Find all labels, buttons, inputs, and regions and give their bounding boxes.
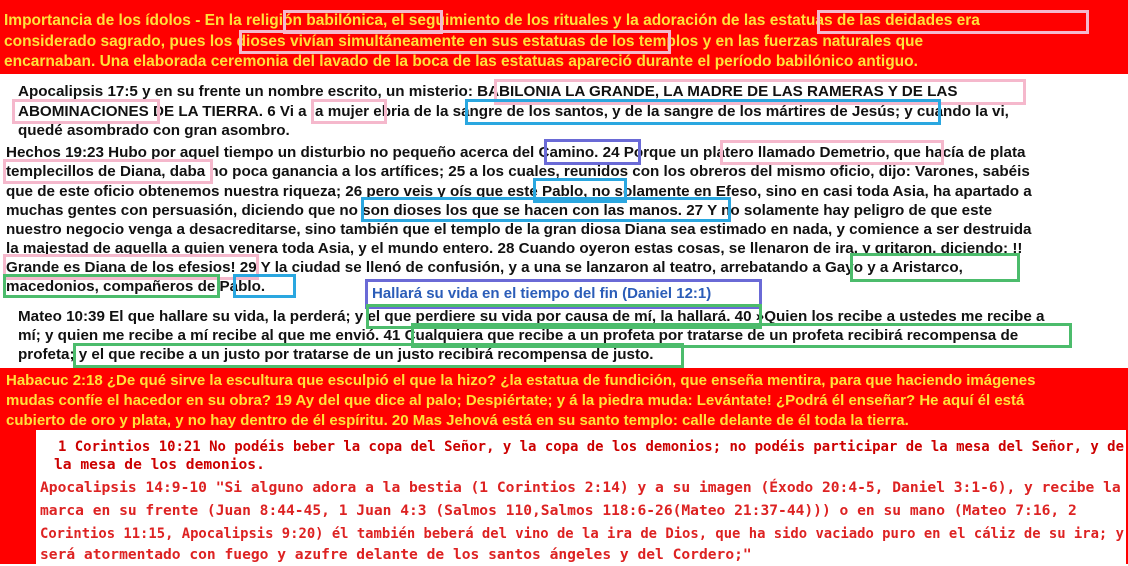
hechos-line-2: templecillos de Diana, daba no poca ganancia a los artífices; 25 a los cuales, reunidos con los obreros del mismo oficio, dijo: Varones, sabéis: [6, 163, 1030, 180]
hechos-line-4: muchas gentes con persuasión, diciendo que no son dioses los que se hacen con las manos. 27 Y no solamente hay peligro de que este: [6, 202, 993, 219]
apocalipsis-line-3: quedé asombrado con gran asombro.: [18, 122, 290, 139]
intro-line-2: considerado sagrado, pues los dioses vivían simultáneamente en sus estatuas de los templos y en las fuerzas naturales que: [4, 33, 924, 50]
intro-line-1: Importancia de los ídolos - En la religión babilónica, el seguimiento de los rituales y la adoración de las estatuas de las deidades era: [4, 12, 980, 29]
intro-line-3: encarnaban. Una elaborada ceremonia del lavado de la boca de las estatuas apareció durante el período babilónico antiguo.: [4, 53, 918, 70]
apocalipsis14-line-2: marca en su frente (Juan 8:44-45, 1 Juan 4:3 (Salmos 110,Salmos 118:6-26(Mateo 21:37-44))) o en su mano (Mateo 7:16, 2: [40, 502, 1077, 519]
hechos-line-1: Hechos 19:23 Hubo por aquel tiempo un disturbio no pequeño acerca del Camino. 24 Porque un platero llamado Demetrio, que hacía de plata: [6, 144, 1026, 161]
habacuc-line-1: Habacuc 2:18 ¿De qué sirve la escultura que esculpió el que la hizo? ¿la estatua de fundición, que enseña mentira, para que haciendo imágenes: [6, 372, 1036, 389]
hechos-line-3: que de este oficio obtenemos nuestra riqueza; 26 pero veis y oís que este Pablo, no solamente en Efeso, sino en casi toda Asia, ha apartado a: [6, 183, 1032, 200]
apocalipsis14-line-1: Apocalipsis 14:9-10 "Si alguno adora a la bestia (1 Corintios 2:14) y a su imagen (Éxodo 20:4-5, Daniel 3:1-6), y recibe la: [40, 479, 1121, 496]
bottom-scripture-box: [36, 430, 1126, 564]
hechos-line-8: macedonios, compañeros de Pablo.: [6, 278, 266, 295]
mateo-line-1: Mateo 10:39 El que hallare su vida, la perderá; y el que perdiere su vida por causa de mí, la hallará. 40 »Quien los recibe a ustedes me recibe a: [18, 308, 1045, 325]
corintios-line-2: la mesa de los demonios.: [54, 456, 265, 473]
mateo-line-2: mí; y quien me recibe a mí recibe al que me envió. 41 Cualquiera que recibe a un profeta por tratarse de un profeta recibirá recompensa de: [18, 327, 1019, 344]
hechos-line-5: nuestro negocio venga a desacreditarse, sino también que el templo de la gran diosa Diana sea estimado en nada, y comience a ser destruida: [6, 221, 1032, 238]
mateo-line-3: profeta; y el que recibe a un justo por tratarse de un justo recibirá recompensa de justo.: [18, 346, 654, 363]
top-red-band: [0, 0, 1128, 74]
apocalipsis14-line-3: Corintios 11:15, Apocalipsis 9:20) él también beberá del vino de la ira de Dios, que ha sido vaciado puro en el cáliz de su ira; y: [40, 525, 1124, 542]
hechos-line-7: Grande es Diana de los efesios! 29 Y la ciudad se llenó de confusión, y a una se lanzaron al teatro, arrebatando a Gayo y a Aristarco,: [6, 259, 963, 276]
habacuc-line-3: cubierto de oro y plata, y no hay dentro de él espíritu. 20 Mas Jehová está en su santo templo: calle delante de él toda la tierra.: [6, 412, 909, 429]
apocalipsis-line-1: Apocalipsis 17:5 y en su frente un nombre escrito, un misterio: BABILONIA LA GRANDE, LA MADRE DE LAS RAMERAS Y DE LAS: [18, 83, 958, 100]
daniel-heading: Hallará su vida en el tiempo del fin (Daniel 12:1): [372, 285, 712, 302]
corintios-line-1: 1 Corintios 10:21 No podéis beber la copa del Señor, y la copa de los demonios; no podéis participar de la mesa del Señor, y de: [58, 438, 1124, 455]
apocalipsis14-line-4: será atormentado con fuego y azufre delante de los santos ángeles y del Cordero;": [40, 546, 752, 563]
habacuc-line-2: mudas confíe el hacedor en su obra? 19 Ay del que dice al palo; Despiértate; y á la piedra muda: Levántate! ¿Podrá él enseñar? He aquí él está: [6, 392, 1025, 409]
hechos-line-6: la majestad de aquella a quien venera toda Asia, y el mundo entero. 28 Cuando oyeron estas cosas, se llenaron de ira, y gritaron, diciendo: !!: [6, 240, 1023, 257]
apocalipsis-line-2: ABOMINACIONES DE LA TIERRA. 6 Vi a la mujer ebria de la sangre de los santos, y de la sangre de los mártires de Jesús; y cuando la vi,: [18, 103, 1009, 120]
